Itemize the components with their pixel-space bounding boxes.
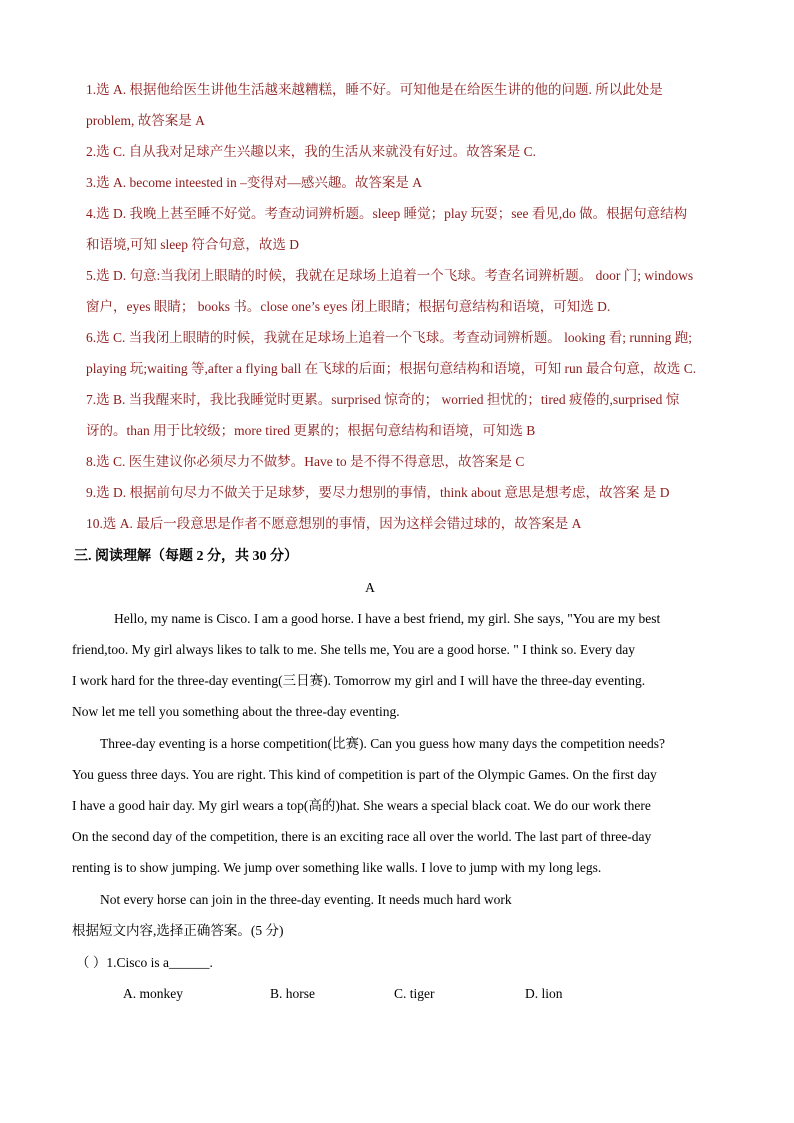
answer-line: 5.选 D. 句意:当我闭上眼睛的时候，我就在足球场上追着一个飞球。考查名词辨析题。 door 门; windows [86,268,694,283]
passage-line: I work hard for the three-day eventing(三日赛). Tomorrow my girl and I will have the three-day eventing. [72,673,646,688]
answer-line: problem, 故答案是 A [86,113,205,128]
answer-line: 8.选 C. 医生建议你必须尽力不做梦。Have to 是不得不得意思，故答案是 C [86,454,525,469]
question-stem: （ ）1.Cisco is a______. [76,955,213,970]
passage-label: A [365,580,375,595]
answer-line: 9.选 D. 根据前句尽力不做关于足球梦，要尽力想别的事情，think about 意思是想考虑，故答案 是 D [86,485,670,500]
answer-line: 2.选 C. 自从我对足球产生兴趣以来，我的生活从来就没有好过。故答案是 C. [86,144,537,159]
option-b: B. horse [270,986,315,1001]
answer-line: 和语境,可知 sleep 符合句意，故选 D [86,237,299,252]
section-heading: 三. 阅读理解（每题 2 分，共 30 分） [74,549,298,564]
answer-line: 窗户，eyes 眼睛； books 书。close one’s eyes 闭上眼睛；根据句意结构和语境，可知选 D. [86,299,611,314]
passage-line: friend,too. My girl always likes to talk to me. She tells me, You are a good horse. " I think so. Every day [72,642,636,657]
answer-line: 3.选 A. become inteested in –变得对—感兴趣。故答案是 A [86,175,422,190]
passage-line: Three-day eventing is a horse competition(比赛). Can you guess how many days the competition needs? [100,736,665,751]
passage-line: Not every horse can join in the three-day eventing. It needs much hard work [100,892,512,907]
passage-line: Hello, my name is Cisco. I am a good horse. I have a best friend, my girl. She says, "You are my best [114,611,661,626]
answer-line: 6.选 C. 当我闭上眼睛的时候，我就在足球场上追着一个飞球。考查动词辨析题。 looking 看; running 跑; [86,330,693,345]
option-c: C. tiger [394,986,435,1001]
answer-line: 10.选 A. 最后一段意思是作者不愿意想别的事情，因为这样会错过球的，故答案是 A [86,516,582,531]
answer-line: 7.选 B. 当我醒来时，我比我睡觉时更累。surprised 惊奇的； worried 担忧的；tired 疲倦的,surprised 惊 [86,392,680,407]
answer-line: 讶的。than 用于比较级；more tired 更累的；根据句意结构和语境，可知选 B [86,423,536,438]
instruction: 根据短文内容,选择正确答案。(5 分) [72,923,284,938]
passage-line: renting is to show jumping. We jump over something like walls. I love to jump with my long legs. [72,860,602,875]
option-d: D. lion [525,986,563,1001]
option-a: A. monkey [123,986,183,1001]
answer-line: playing 玩;waiting 等,after a flying ball 在飞球的后面；根据句意结构和语境，可知 run 最合句意，故选 C. [86,361,697,376]
passage-line: On the second day of the competition, there is an exciting race all over the world. The last part of three-day [72,829,652,844]
answer-line: 1.选 A. 根据他给医生讲他生活越来越糟糕，睡不好。可知他是在给医生讲的他的问题. 所以此处是 [86,82,663,97]
passage-line: You guess three days. You are right. This kind of competition is part of the Olympic Games. On the first day [72,767,657,782]
answer-line: 4.选 D. 我晚上甚至睡不好觉。考查动词辨析题。sleep 睡觉；play 玩耍；see 看见,do 做。根据句意结构 [86,206,688,221]
passage-line: Now let me tell you something about the three-day eventing. [72,704,400,719]
passage-line: I have a good hair day. My girl wears a top(高的)hat. She wears a special black coat. We do our work there [72,798,651,813]
